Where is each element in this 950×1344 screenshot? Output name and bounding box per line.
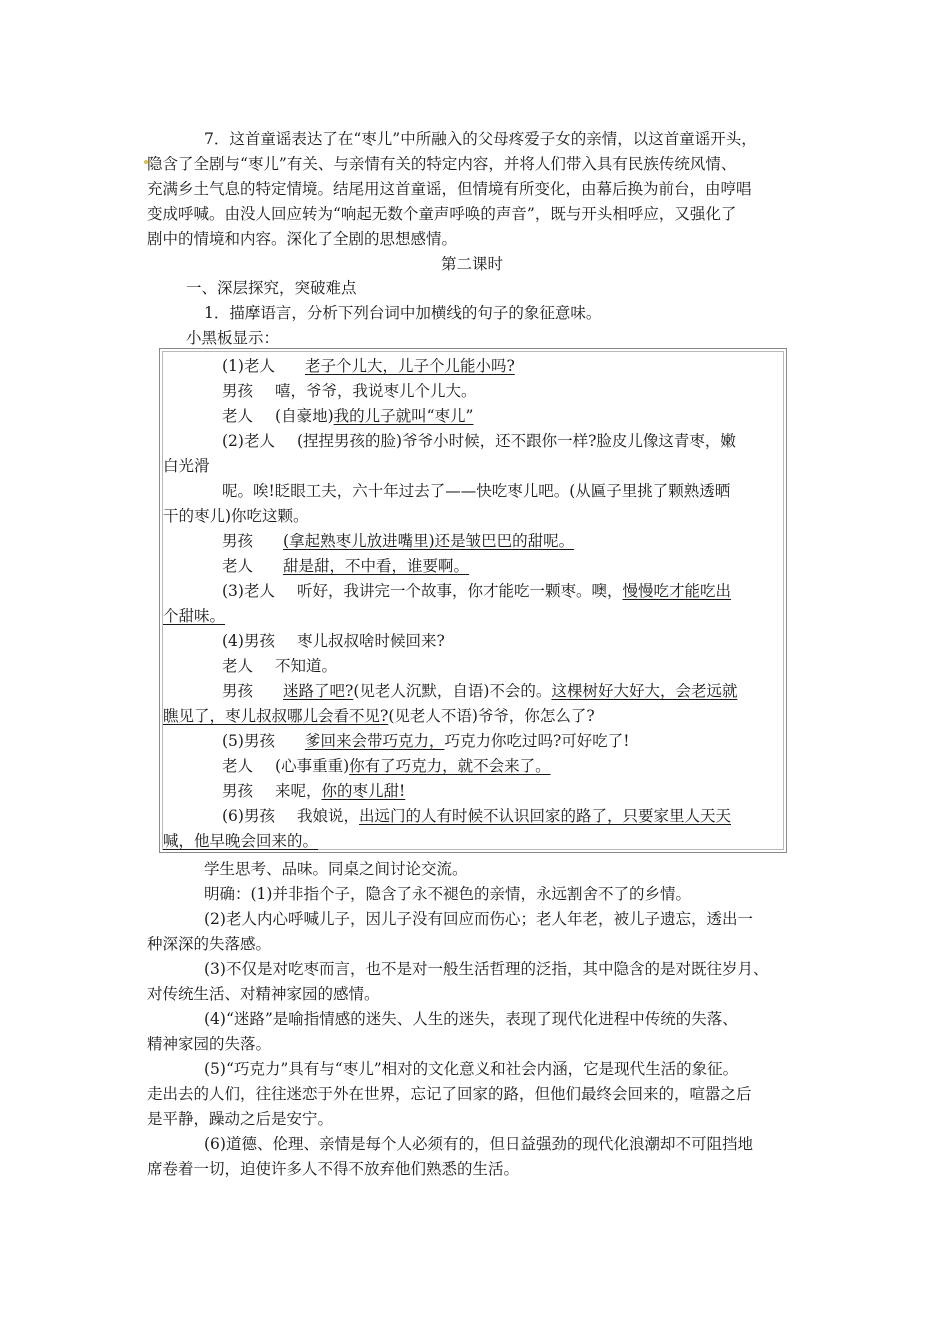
after-line: (3)不仅是对吃枣而言，也不是对一般生活哲理的泛指，其中隐含的是对既往岁月、	[204, 960, 769, 978]
section-title: 第二课时	[441, 255, 504, 273]
dialogue-line: (6)男孩 我娘说，出远门的人有时候不认识回家的路了，只要家里人天天	[222, 807, 731, 825]
after-line: 席卷着一切，迫使许多人不得不放弃他们熟悉的生活。	[147, 1160, 520, 1178]
dialogue-line: 个甜味。	[163, 607, 226, 625]
after-line: 走出去的人们，往往迷恋于外在世界，忘记了回家的路，但他们最终会回来的，喧嚣之后	[147, 1085, 752, 1103]
dialogue-line: 男孩 迷路了吧?(见老人沉默，自语)不会的。这棵树好大好大，会老远就	[222, 682, 738, 700]
after-line: 种深深的失落感。	[147, 935, 272, 953]
p7-line-2: 隐含了全剧与“枣儿”有关、与亲情有关的特定内容，并将人们带入具有民族传统风情、	[147, 155, 737, 173]
after-line: 精神家园的失落。	[147, 1035, 272, 1053]
dialogue-line: 老人 甜是甜，不中看，谁要啊。	[222, 557, 470, 575]
dialogue-line: (3)老人 听好，我讲完一个故事，你才能吃一颗枣。噢，慢慢吃才能吃出	[222, 582, 731, 600]
dialogue-line: (4)男孩 枣儿叔叔啥时候回来?	[222, 632, 445, 650]
p7-line-1: 7．这首童谣表达了在“枣儿”中所融入的父母疼爱子女的亲情，以这首童谣开头，	[204, 130, 757, 148]
p7-line-5: 剧中的情境和内容。深化了全剧的思想感情。	[147, 230, 458, 248]
dialogue-line: 男孩 (拿起熟枣儿放进嘴里)还是皱巴巴的甜呢。	[222, 532, 575, 550]
dialogue-line: 男孩 嘻，爷爷，我说枣儿个儿大。	[222, 382, 477, 400]
dialogue-line: 白光滑	[163, 457, 210, 475]
heading-deep-inquiry: 一、深层探究，突破难点	[186, 279, 357, 297]
dialogue-line: (5)男孩 爹回来会带巧克力，巧克力你吃过吗?可好吃了!	[222, 732, 630, 750]
after-line: 学生思考、品味。同桌之间讨论交流。	[204, 860, 468, 878]
dialogue-line: 瞧见了，枣儿叔叔哪儿会看不见?(见老人不语)爷爷，你怎么了?	[163, 707, 595, 725]
dialogue-line: 老人 (自豪地)我的儿子就叫“枣儿”	[222, 407, 474, 425]
after-line: 对传统生活、对精神家园的感情。	[147, 985, 380, 1003]
dialogue-line: 老人 (心事重重)你有了巧克力，就不会来了。	[222, 757, 551, 775]
after-line: (6)道德、伦理、亲情是每个人必须有的，但日益强劲的现代化浪潮却不可阻挡地	[204, 1135, 753, 1153]
dialogue-line: (1)老人 老子个儿大，儿子个儿能小吗?	[222, 357, 515, 375]
after-line: (4)“迷路”是喻指情感的迷失、人生的迷失，表现了现代化进程中传统的失落、	[204, 1010, 738, 1028]
dialogue-line: 喊，他早晚会回来的。	[163, 832, 319, 850]
dialogue-line: 干的枣儿)你吃这颗。	[163, 507, 309, 525]
dialogue-line: (2)老人 (捏捏男孩的脸)爷爷小时候，还不跟你一样?脸皮儿像这青枣，嫩	[222, 432, 736, 450]
after-line: (2)老人内心呼喊儿子，因儿子没有回应而伤心；老人年老，被儿子遗忘，透出一	[204, 910, 753, 928]
dialogue-line: 男孩 来呢，你的枣儿甜!	[222, 782, 406, 800]
after-line: 是平静，躁动之后是安宁。	[147, 1110, 334, 1128]
after-line: 明确：(1)并非指个子，隐含了永不褪色的亲情，永远割舍不了的乡情。	[204, 885, 691, 903]
blackboard-label: 小黑板显示：	[186, 329, 280, 347]
p7-line-3: 充满乡土气息的特定情境。结尾用这首童谣，但情境有所变化，由幕后换为前台，由哼唱	[147, 180, 752, 198]
dialogue-line: 老人 不知道。	[222, 657, 338, 675]
dialogue-line: 呢。唉!眨眼工夫，六十年过去了——快吃枣儿吧。(从匾子里挑了颗熟透晒	[222, 482, 731, 500]
task-1: 1．描摩语言，分析下列台词中加横线的句子的象征意味。	[204, 304, 602, 322]
after-line: (5)“巧克力”具有与“枣儿”相对的文化意义和社会内涵，它是现代生活的象征。	[204, 1060, 739, 1078]
p7-line-4: 变成呼喊。由没人回应转为“响起无数个童声呼唤的声音”，既与开头相呼应，又强化了	[147, 205, 737, 223]
